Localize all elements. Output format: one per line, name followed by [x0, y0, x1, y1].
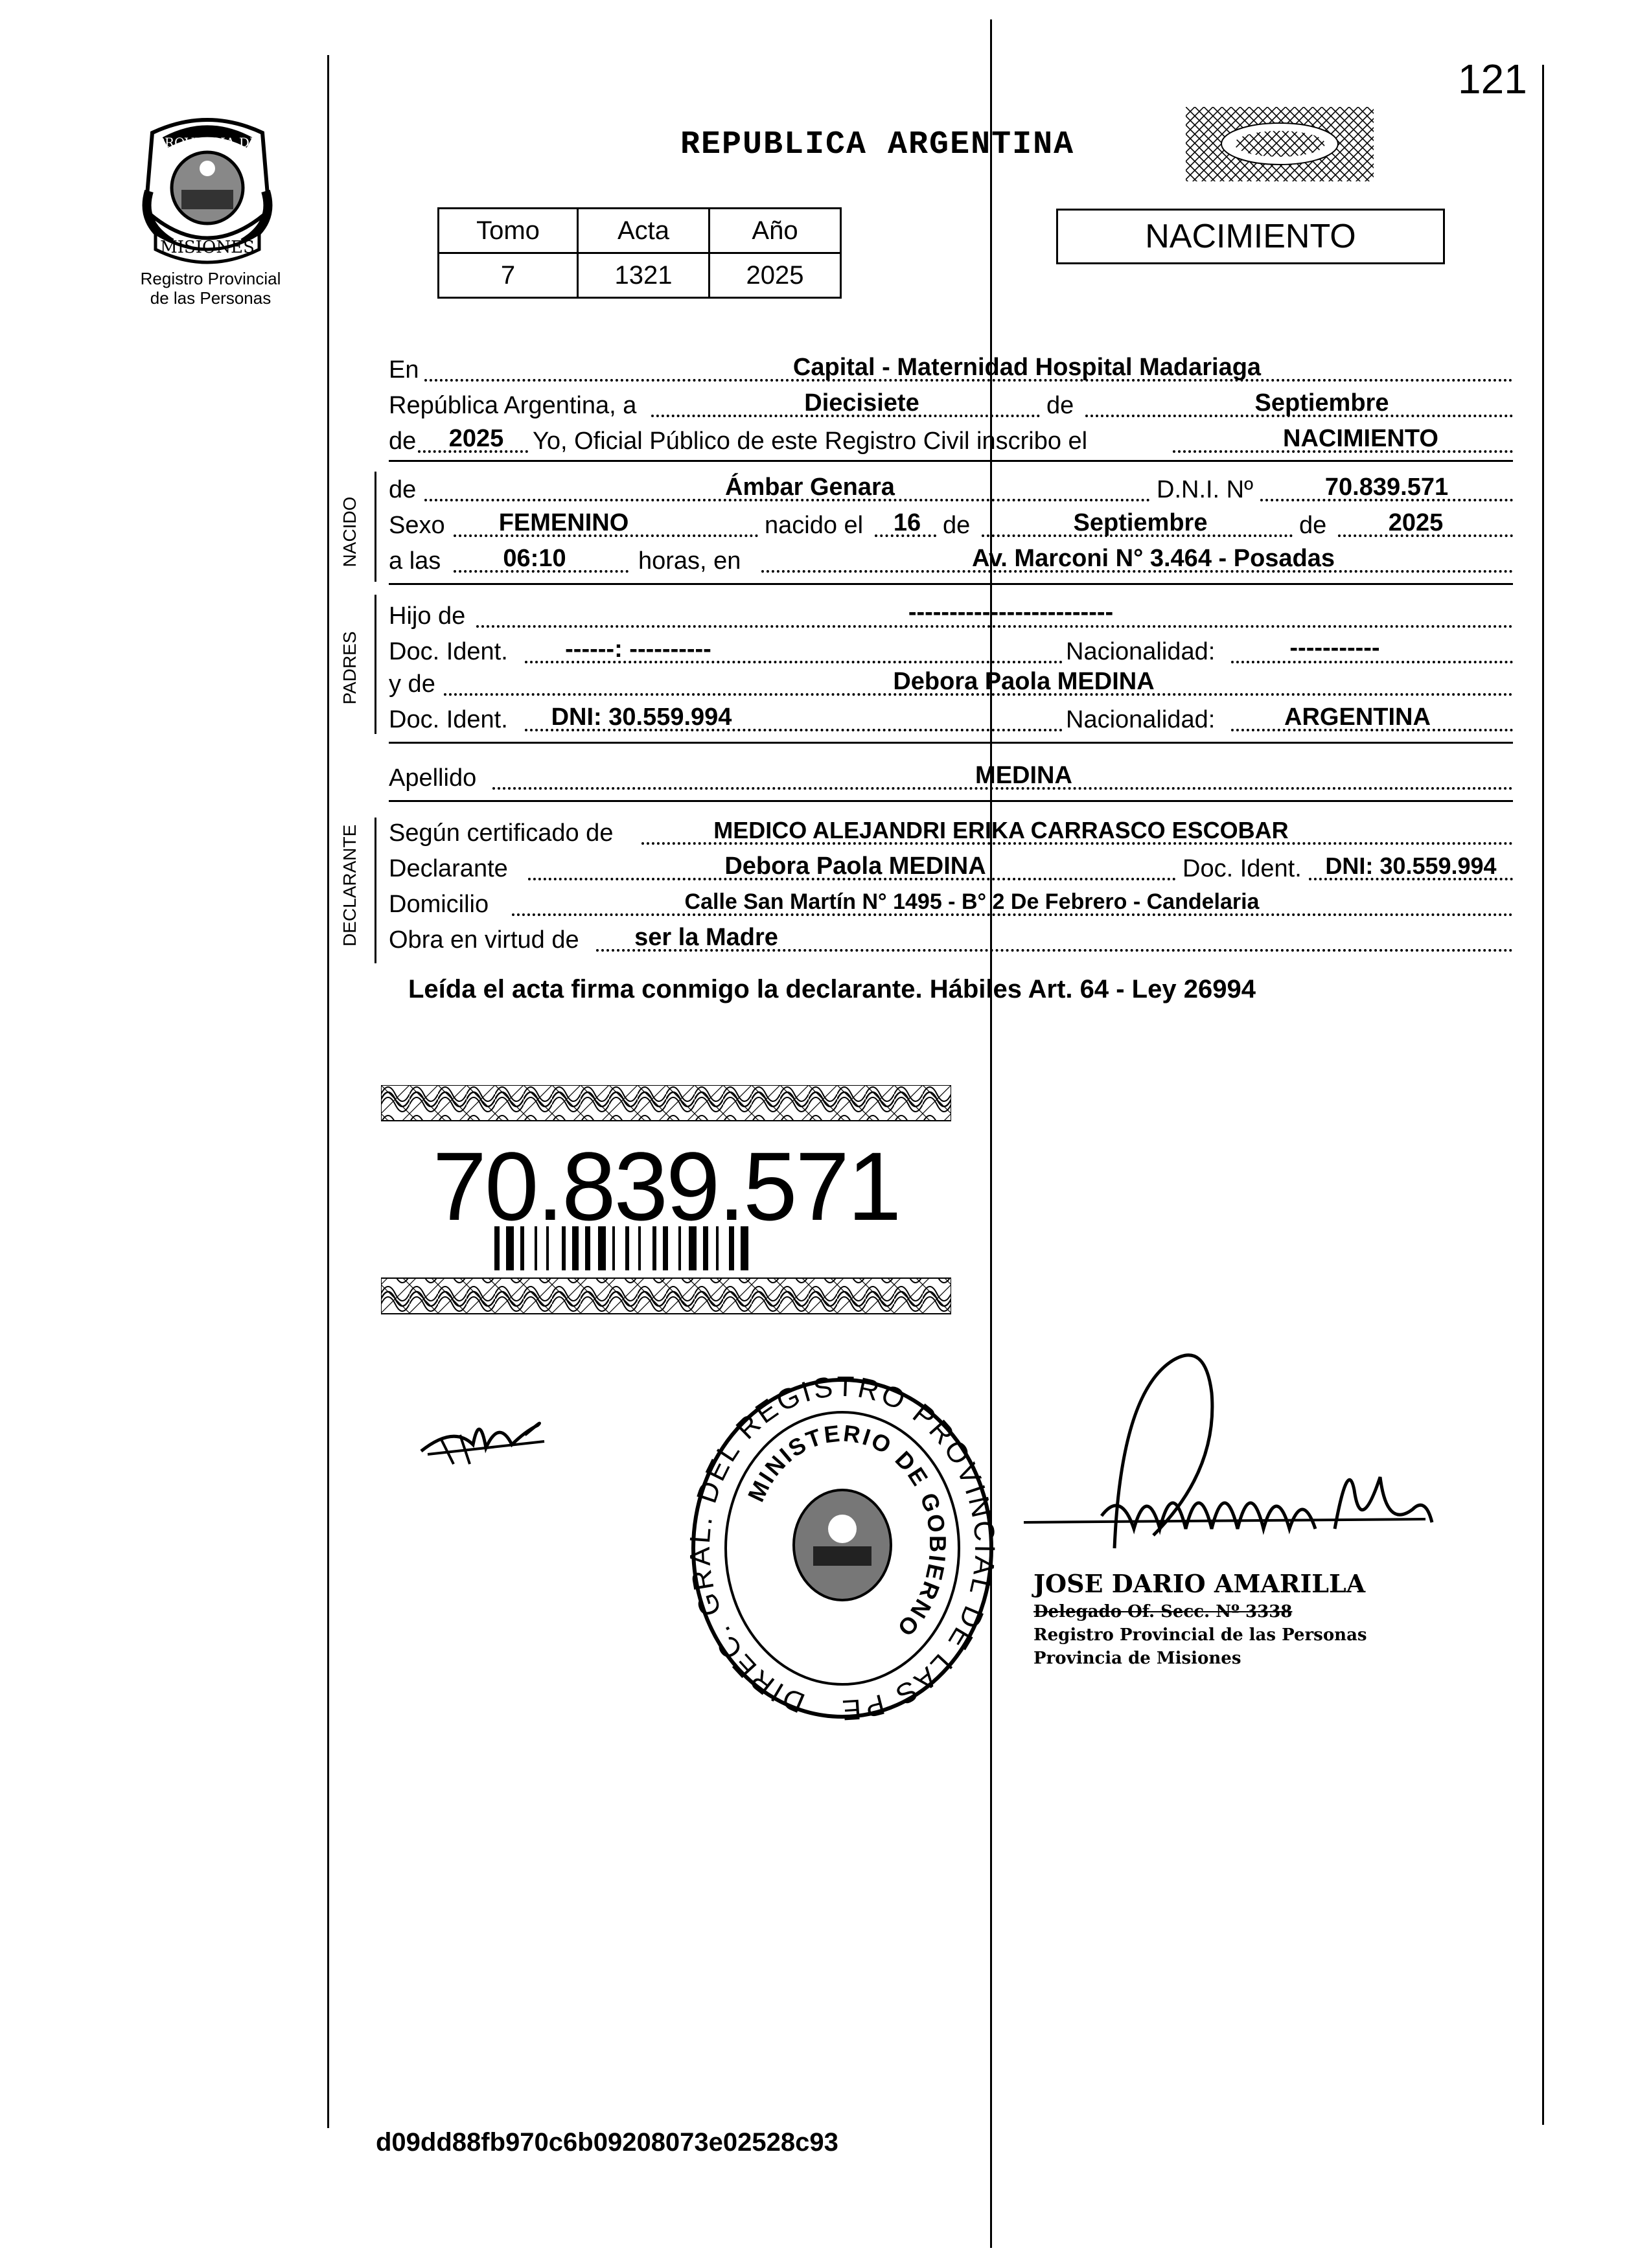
father-name-value: ------------------------- — [908, 599, 1114, 626]
signer-block — [1033, 1568, 1435, 1670]
birth-year-value: 2025 — [1388, 509, 1444, 536]
line-apellido — [389, 761, 1513, 795]
label-apellido: Apellido — [389, 764, 477, 792]
declarante-value: Debora Paola MEDINA — [724, 853, 986, 880]
line-republica — [389, 389, 1513, 422]
year-value: 2025 — [448, 425, 504, 452]
right-margin-line — [1542, 65, 1544, 2125]
crest-bottom-lettering: MISIONES — [160, 238, 255, 257]
label-y-de: y de — [389, 670, 435, 698]
birth-month-value: Septiembre — [1073, 509, 1208, 536]
line-hijo-de — [389, 599, 1513, 633]
section-label-nacido: NACIDO — [340, 496, 360, 567]
stamp-outer-text: DIREC. GRAL. DEL REGISTRO PROVINCIAL DE LAS PE — [687, 1377, 998, 1726]
acta-table-header-row — [439, 209, 841, 253]
tomo-value: 7 — [439, 253, 578, 298]
registry-label-line-2: de las Personas — [150, 288, 271, 308]
label-de: de — [1046, 392, 1074, 419]
mother-doc-value: DNI: 30.559.994 — [551, 704, 732, 731]
label-de-year: de — [1299, 512, 1327, 539]
label-horas-en: horas, en — [638, 547, 741, 575]
line-y-de — [389, 667, 1513, 701]
acta-table-header: Año — [710, 209, 841, 253]
section-label-padres: PADRES — [340, 631, 360, 705]
line-nacido-sexo — [389, 509, 1513, 542]
acta-value: 1321 — [578, 253, 710, 298]
mother-nationality-value: ARGENTINA — [1284, 704, 1431, 731]
time-value: 06:10 — [503, 545, 566, 572]
mother-name-value: Debora Paola MEDINA — [893, 668, 1155, 695]
label-doc-ident: Doc. Ident. — [389, 706, 508, 733]
inscribe-type-value: NACIMIENTO — [1283, 425, 1438, 452]
day-words-value: Diecisiete — [804, 389, 919, 417]
label-de-month: de — [943, 512, 971, 539]
father-nationality-value: ----------- — [1289, 635, 1380, 661]
line-nacido-name — [389, 473, 1513, 507]
label-yo-oficial: Yo, Oficial Público de este Registro Civil inscribo el — [533, 428, 1088, 455]
signer-name: JOSE DARIO AMARILLA — [1033, 1569, 1366, 1598]
apellido-value: MEDINA — [975, 762, 1072, 789]
crest-top-lettering: PROVINCIA DE — [156, 135, 259, 150]
line-obra — [389, 923, 1513, 957]
section-divider — [389, 800, 1513, 802]
section-bracket — [375, 472, 376, 582]
line-father-doc — [389, 635, 1513, 669]
place-value: Capital - Maternidad Hospital Madariaga — [792, 354, 1262, 381]
line-year — [389, 424, 1513, 458]
label-nacido-el: nacido el — [765, 512, 864, 539]
section-divider — [389, 583, 1513, 585]
barcode-number: 70.839.571 — [432, 1132, 900, 1241]
line-certificado — [389, 816, 1513, 850]
label-doc-ident: Doc. Ident. — [389, 638, 508, 665]
line-declarante — [389, 852, 1513, 886]
label-certificado: Según certificado de — [389, 819, 614, 847]
anio-value: 2025 — [710, 253, 841, 298]
label-obra: Obra en virtud de — [389, 926, 579, 954]
acta-table — [437, 207, 842, 299]
label-republica: República Argentina, a — [389, 392, 637, 419]
registry-label-line-1: Registro Provincial — [140, 269, 281, 288]
birth-place-value: Av. Marconi N° 3.464 - Posadas — [971, 545, 1335, 572]
acta-table-value-row — [439, 253, 841, 298]
closing-statement: Leída el acta firma conmigo la declarante. Hábiles Art. 64 - Ley 26994 — [408, 975, 1256, 1003]
country-title: REPUBLICA ARGENTINA — [680, 126, 1075, 163]
signer-org: Registro Provincial de las Personas — [1033, 1625, 1367, 1645]
acta-table-header: Acta — [578, 209, 710, 253]
province-crest-icon — [133, 113, 282, 269]
obra-value: ser la Madre — [634, 924, 778, 951]
barcode-block — [381, 1085, 951, 1318]
child-name-value: Ámbar Genara — [725, 474, 895, 501]
certificado-value: MEDICO ALEJANDRI ERIKA CARRASCO ESCOBAR — [713, 817, 1289, 843]
registry-label — [120, 269, 301, 308]
label-nacionalidad: Nacionalidad: — [1066, 638, 1216, 665]
label-sexo: Sexo — [389, 512, 445, 539]
label-declarante: Declarante — [389, 855, 508, 882]
section-bracket — [375, 818, 376, 963]
label-nacionalidad: Nacionalidad: — [1066, 706, 1216, 733]
domicilio-value: Calle San Martín N° 1495 - B° 2 De Febrero - Candelaria — [684, 889, 1260, 914]
label-en: En — [389, 356, 419, 384]
label-doc-ident: Doc. Ident. — [1183, 855, 1302, 882]
label-de-name: de — [389, 476, 417, 503]
label-dni: D.N.I. Nº — [1157, 476, 1253, 503]
section-divider — [389, 460, 1513, 462]
page-number: 121 — [1458, 56, 1527, 102]
initials-signature-icon — [415, 1399, 557, 1471]
label-domicilio: Domicilio — [389, 891, 489, 918]
section-label-declarante: DECLARANTE — [340, 824, 360, 946]
line-mother-doc — [389, 703, 1513, 737]
acta-table-header: Tomo — [439, 209, 578, 253]
section-divider — [389, 742, 1513, 744]
signer-province: Provincia de Misiones — [1033, 1649, 1241, 1668]
label-a-las: a las — [389, 547, 441, 575]
label-hijo-de: Hijo de — [389, 602, 466, 630]
month-value: Septiembre — [1254, 389, 1389, 417]
birth-day-value: 16 — [893, 509, 921, 536]
line-en — [389, 353, 1513, 387]
security-pattern-icon — [1186, 107, 1374, 181]
section-bracket — [375, 595, 376, 734]
line-nacido-hora — [389, 544, 1513, 578]
line-domicilio — [389, 888, 1513, 921]
sexo-value: FEMENINO — [498, 509, 629, 536]
record-type-box: NACIMIENTO — [1056, 209, 1445, 264]
father-doc-value: ------: ---------- — [565, 636, 711, 663]
label-de-year: de — [389, 428, 417, 455]
official-stamp — [687, 1377, 998, 1739]
left-margin-line — [327, 55, 329, 2128]
declarante-doc-value: DNI: 30.559.994 — [1325, 853, 1497, 879]
document-hash: d09dd88fb970c6b09208073e02528c93 — [376, 2128, 838, 2157]
child-dni-value: 70.839.571 — [1324, 474, 1449, 501]
stamp-inner-text: MINISTERIO DE GOBIERNO — [742, 1419, 952, 1644]
signer-role: Delegado Of. Secc. Nº 3338 — [1033, 1602, 1293, 1621]
